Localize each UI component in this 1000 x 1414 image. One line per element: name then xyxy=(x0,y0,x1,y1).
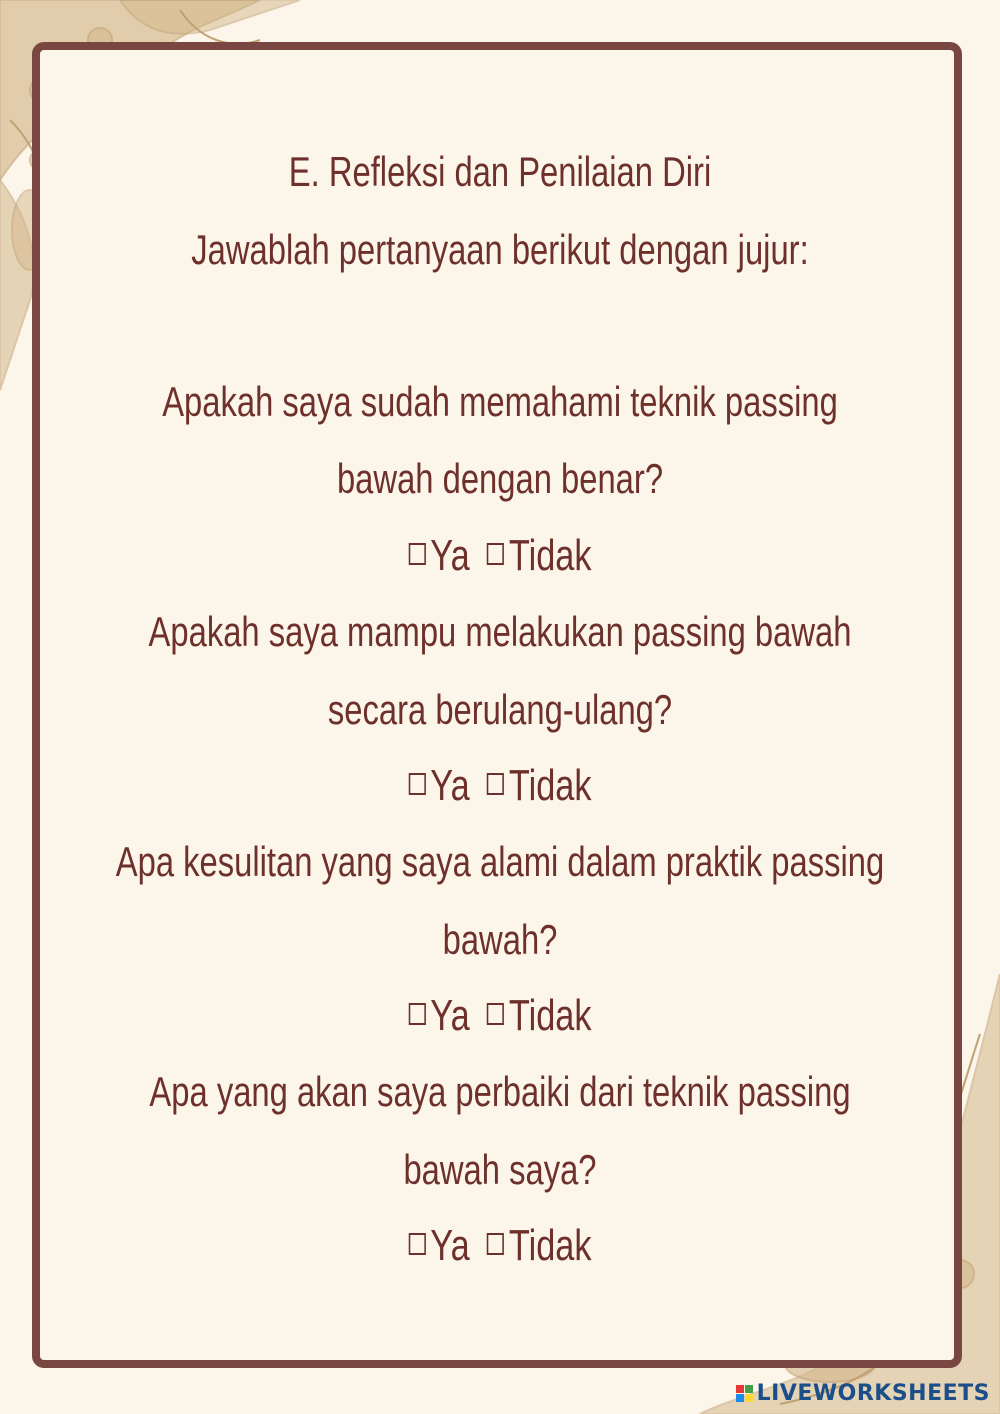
question-2-no-checkbox[interactable] xyxy=(487,773,504,795)
question-4-line-1: Apa yang akan saya perbaiki dari teknik passing xyxy=(149,1068,851,1115)
question-4-options xyxy=(110,1222,890,1270)
liveworksheets-watermark xyxy=(736,1381,990,1406)
question-2-yes-checkbox[interactable] xyxy=(408,773,425,795)
question-1-yes-checkbox[interactable] xyxy=(408,543,425,565)
question-2-line-1: Apakah saya mampu melakukan passing bawah xyxy=(148,608,852,655)
worksheet-instruction: Jawablah pertanyaan berikut dengan jujur: xyxy=(191,226,809,273)
question-1-yes-label: Ya xyxy=(430,531,470,580)
question-4-yes-label: Ya xyxy=(430,1221,470,1270)
question-2-line-2: secara berulang-ulang? xyxy=(327,686,673,733)
question-1-no-checkbox[interactable] xyxy=(487,543,504,565)
question-1-line-2: bawah dengan benar? xyxy=(336,455,664,502)
question-3-line-1: Apa kesulitan yang saya alami dalam praktik passing xyxy=(115,838,885,885)
question-3-yes-label: Ya xyxy=(430,991,470,1040)
question-3-no-checkbox[interactable] xyxy=(487,1003,504,1025)
watermark-text: LIVEWORKSHEETS xyxy=(756,1381,990,1406)
question-3-yes-checkbox[interactable] xyxy=(408,1003,425,1025)
question-1-options xyxy=(110,532,890,580)
question-4-yes-checkbox[interactable] xyxy=(408,1233,425,1255)
question-2-options xyxy=(110,762,890,810)
question-3-line-2: bawah? xyxy=(442,916,558,963)
question-3-options xyxy=(110,992,890,1040)
question-4-no-label: Tidak xyxy=(508,1221,592,1270)
question-4-no-checkbox[interactable] xyxy=(487,1233,504,1255)
question-4-line-2: bawah saya? xyxy=(403,1146,597,1193)
liveworksheets-logo-icon xyxy=(736,1385,753,1402)
question-1-line-1: Apakah saya sudah memahami teknik passing xyxy=(162,378,838,425)
question-3-no-label: Tidak xyxy=(508,991,592,1040)
worksheet-title: E. Refleksi dan Penilaian Diri xyxy=(288,148,712,195)
question-2-no-label: Tidak xyxy=(508,761,592,810)
question-1-no-label: Tidak xyxy=(508,531,592,580)
question-2-yes-label: Ya xyxy=(430,761,470,810)
